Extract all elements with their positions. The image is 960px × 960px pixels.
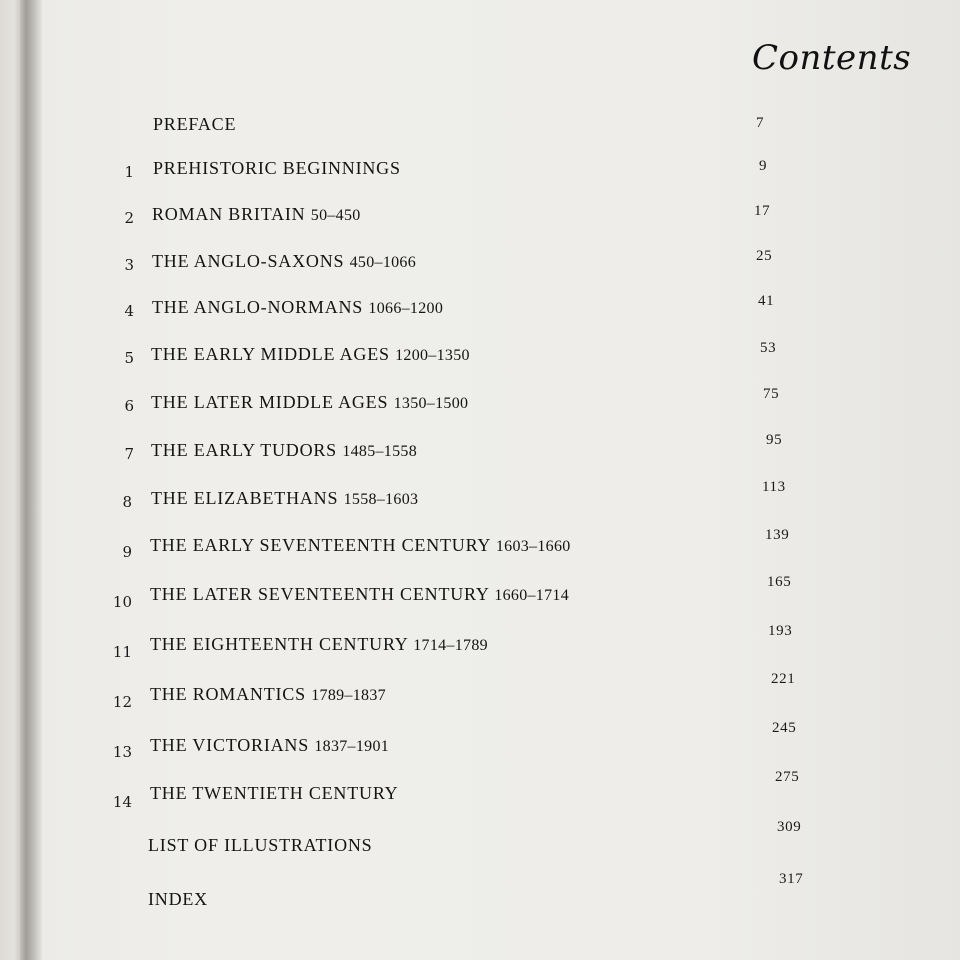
date-range: 1603–1660 bbox=[495, 538, 571, 555]
toc-entry-label: THE EARLY TUDORS 1485–1558 bbox=[151, 440, 418, 460]
toc-entry-label: PREHISTORIC BEGINNINGS bbox=[153, 158, 401, 178]
date-range: 1200–1350 bbox=[395, 347, 470, 364]
toc-entry-label: THE ELIZABETHANS 1558–1603 bbox=[151, 488, 419, 508]
date-range: 1789–1837 bbox=[311, 687, 386, 704]
toc-entry-page: 221 bbox=[771, 671, 796, 687]
date-range: 450–1066 bbox=[349, 254, 417, 271]
chapter-number: 14 bbox=[112, 793, 132, 811]
toc-entry-page: 113 bbox=[762, 479, 786, 495]
toc-entry-page: 41 bbox=[758, 293, 775, 309]
toc-entry-page: 75 bbox=[763, 386, 780, 402]
toc-entry-label: THE LATER SEVENTEENTH CENTURY 1660–1714 bbox=[150, 584, 570, 604]
toc-entry-label: THE EARLY SEVENTEENTH CENTURY 1603–1660 bbox=[150, 535, 571, 555]
toc-entry-label: ROMAN BRITAIN 50–450 bbox=[152, 204, 361, 224]
toc-entry-page: 275 bbox=[775, 769, 800, 785]
toc-entry-label: THE TWENTIETH CENTURY bbox=[150, 783, 399, 803]
date-range: 1485–1558 bbox=[342, 443, 418, 460]
chapter-number: 13 bbox=[112, 743, 132, 761]
toc-entry-label: INDEX bbox=[148, 889, 208, 909]
toc-entry-page: 25 bbox=[756, 248, 773, 264]
chapter-number: 5 bbox=[124, 349, 134, 367]
toc-entry-label: THE ANGLO-NORMANS 1066–1200 bbox=[152, 297, 444, 317]
toc-entry-page: 245 bbox=[772, 720, 797, 736]
toc-entry-label: THE LATER MIDDLE AGES 1350–1500 bbox=[151, 392, 469, 412]
chapter-number: 3 bbox=[124, 256, 134, 274]
chapter-number: 7 bbox=[124, 445, 134, 463]
chapter-number: 6 bbox=[124, 397, 134, 415]
chapter-number: 1 bbox=[124, 163, 134, 181]
toc-entry-page: 95 bbox=[766, 432, 783, 448]
toc-entry-label: LIST OF ILLUSTRATIONS bbox=[148, 835, 373, 855]
toc-entry-page: 193 bbox=[768, 623, 793, 639]
toc-entry-label: THE ANGLO-SAXONS 450–1066 bbox=[152, 251, 417, 271]
toc-entry-page: 17 bbox=[754, 203, 771, 219]
chapter-number: 10 bbox=[112, 593, 132, 611]
date-range: 1837–1901 bbox=[314, 738, 390, 755]
toc-entry-page: 53 bbox=[760, 340, 777, 356]
date-range: 1660–1714 bbox=[494, 587, 570, 604]
chapter-number: 12 bbox=[112, 693, 132, 711]
toc-entry-page: 309 bbox=[777, 819, 802, 835]
toc-entry-page: 9 bbox=[759, 158, 768, 174]
chapter-number: 9 bbox=[122, 543, 132, 561]
date-range: 1714–1789 bbox=[413, 637, 488, 654]
date-range: 1350–1500 bbox=[393, 395, 469, 412]
toc-entry-page: 317 bbox=[779, 871, 804, 887]
date-range: 1066–1200 bbox=[368, 300, 444, 317]
toc-entry-page: 7 bbox=[756, 115, 765, 131]
contents-title: Contents bbox=[752, 38, 912, 78]
date-range: 50–450 bbox=[310, 207, 361, 224]
toc-entry-label: THE VICTORIANS 1837–1901 bbox=[150, 735, 390, 755]
toc-entry-label: THE EIGHTEENTH CENTURY 1714–1789 bbox=[150, 634, 488, 654]
chapter-number: 11 bbox=[112, 643, 132, 661]
date-range: 1558–1603 bbox=[343, 491, 419, 508]
toc-entry-label: THE EARLY MIDDLE AGES 1200–1350 bbox=[151, 344, 470, 364]
toc-entry-page: 165 bbox=[767, 574, 792, 590]
chapter-number: 4 bbox=[124, 302, 134, 320]
chapter-number: 8 bbox=[122, 493, 132, 511]
toc-entry-page: 139 bbox=[765, 527, 790, 543]
chapter-number: 2 bbox=[124, 209, 134, 227]
page-gutter bbox=[20, 0, 42, 960]
toc-entry-label: PREFACE bbox=[153, 114, 237, 134]
toc-entry-label: THE ROMANTICS 1789–1837 bbox=[150, 684, 386, 704]
